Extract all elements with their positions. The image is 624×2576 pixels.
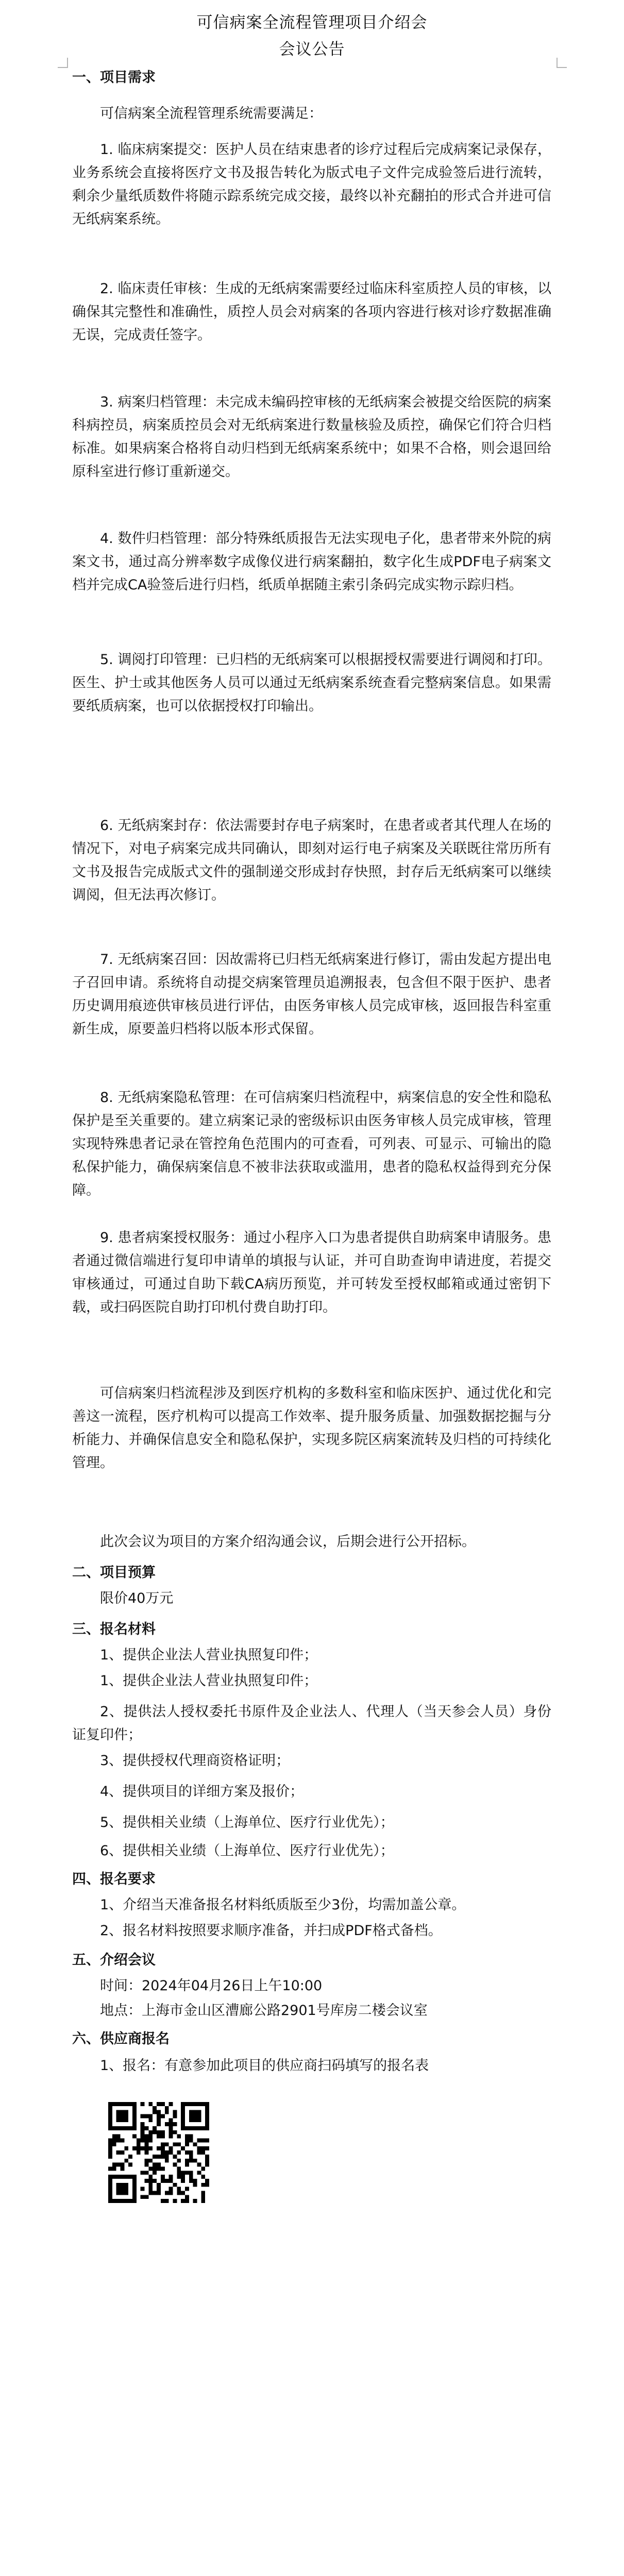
- page-corner-mark: [58, 58, 68, 68]
- material-item: 3、提供授权代理商资格证明；: [100, 1753, 290, 1769]
- paragraph-item-1: 1. 临床病案提交：医护人员在结束患者的诊疗过程后完成病案记录保存，业务系统会直接将医疗文书及报告转化为版式电子文件完成验签后进行流转，剩余少量纸质数件将随示踪系统完成交接，最终以补充翻拍的形式合并进可信无纸病案系统。: [72, 142, 551, 227]
- section-heading-requirements-2: 四、报名要求: [72, 1871, 156, 1887]
- meeting-place: 地点：上海市金山区漕廊公路2901号库房二楼会议室: [100, 2003, 428, 2019]
- paragraph-item-2: 2. 临床责任审核：生成的无纸病案需要经过临床科室质控人员的审核，以确保其完整性和准确性，质控人员会对病案的各项内容进行核对诊疗数据准确无误，完成责任签字。: [72, 281, 551, 343]
- qr-code-icon[interactable]: [108, 2102, 209, 2203]
- budget-text: 限价40万元: [100, 1590, 174, 1606]
- paragraph-item-6: 6. 无纸病案封存：依法需要封存电子病案时，在患者或者其代理人在场的情况下，对电子病案完成共同确认，即刻对运行电子病案及关联既往常历所有文书及报告完成版式文件的强制递交形成封存快照，封存后无纸病案可以继续调阅，但无法再次修订。: [72, 818, 551, 903]
- section-heading-budget: 二、项目预算: [72, 1565, 156, 1581]
- paragraph-note: 此次会议为项目的方案介绍沟通会议，后期会进行公开招标。: [100, 1534, 476, 1550]
- material-item: 6、提供相关业绩（上海单位、医疗行业优先）；: [100, 1843, 394, 1859]
- paragraph-item-4: 4. 数件归档管理：部分特殊纸质报告无法实现电子化，患者带来外院的病案文书，通过高分辨率数字成像仪进行病案翻拍，数字化生成PDF电子病案文档并完成CA验签后进行归档，纸质单据随主索引条码完成实物示踪归档。: [72, 531, 551, 593]
- requirement-item: 2、报名材料按照要求顺序准备，并扫成PDF格式备档。: [100, 1923, 442, 1939]
- requirement-item: 1、介绍当天准备报名材料纸质版至少3份，均需加盖公章。: [100, 1897, 466, 1913]
- document-subtitle: 会议公告: [279, 40, 345, 59]
- paragraph-item-7: 7. 无纸病案召回：因故需将已归档无纸病案进行修订，需由发起方提出电子召回申请。系统将自动提交病案管理员追溯报表，包含但不限于医护、患者历史调用痕迹供审核员进行评估，由医务审核人员完成审核，返回报告科室重新生成，原要盖归档将以版本形式保留。: [72, 952, 551, 1037]
- section-heading-materials: 三、报名材料: [72, 1621, 156, 1637]
- material-item: 1、提供企业法人营业执照复印件；: [100, 1673, 318, 1689]
- paragraph-item-9: 9. 患者病案授权服务：通过小程序入口为患者提供自助病案申请服务。患者通过微信端进行复印申请单的填报与认证，并可自助查询申请进度，若提交审核通过，可通过自助下载CA病历预览，并可转发至授权邮箱或通过密钥下载，或扫码医院自助打印机付费自助打印。: [72, 1230, 551, 1315]
- paragraph-closing: 可信病案归档流程涉及到医疗机构的多数科室和临床医护、通过优化和完善这一流程，医疗机构可以提高工作效率、提升服务质量、加强数据挖掘与分析能力、并确保信息安全和隐私保护，实现多院区病案流转及归档的可持续化管理。: [72, 1385, 551, 1471]
- document-title: 可信病案全流程管理项目介绍会: [196, 13, 428, 32]
- material-item: 2、提供法人授权委托书原件及企业法人、代理人（当天参会人员）身份证复印件；: [72, 1704, 551, 1743]
- paragraph-item-3: 3. 病案归档管理：未完成未编码控审核的无纸病案会被提交给医院的病案科病控员，病案质控员会对无纸病案进行数量核验及质控，确保它们符合归档标准。如果病案合格将自动归档到无纸病案系统中；如果不合格，则会退回给原科室进行修订重新递交。: [72, 394, 551, 480]
- section-heading-meeting: 五、介绍会议: [72, 1952, 156, 1968]
- section-heading-registration: 六、供应商报名: [72, 2031, 170, 2047]
- material-item: 4、提供项目的详细方案及报价；: [100, 1784, 304, 1800]
- page-corner-mark: [556, 58, 567, 68]
- registration-item-1: 1、报名：有意参加此项目的供应商扫码填写的报名表: [100, 2058, 429, 2074]
- paragraph-intro: 可信病案全流程管理系统需要满足：: [100, 106, 323, 122]
- material-item: 5、提供相关业绩（上海单位、医疗行业优先）；: [100, 1815, 394, 1831]
- paragraph-item-5: 5. 调阅打印管理：已归档的无纸病案可以根据授权需要进行调阅和打印。医生、护士或其他医务人员可以通过无纸病案系统查看完整病案信息。如果需要纸质病案，也可以依据授权打印输出。: [72, 652, 551, 714]
- section-heading-requirements: 一、项目需求: [72, 70, 156, 86]
- paragraph-item-8: 8. 无纸病案隐私管理：在可信病案归档流程中，病案信息的安全性和隐私保护是至关重要的。建立病案记录的密级标识由医务审核人员完成审核，管理实现特殊患者记录在管控角色范围内的可查看，可列表、可显示、可输出的隐私保护能力，确保病案信息不被非法获取或滥用，患者的隐私权益得到充分保障。: [72, 1090, 551, 1198]
- meeting-time: 时间：2024年04月26日上午10:00: [100, 1978, 323, 1994]
- material-item: 1、提供企业法人营业执照复印件；: [100, 1647, 318, 1663]
